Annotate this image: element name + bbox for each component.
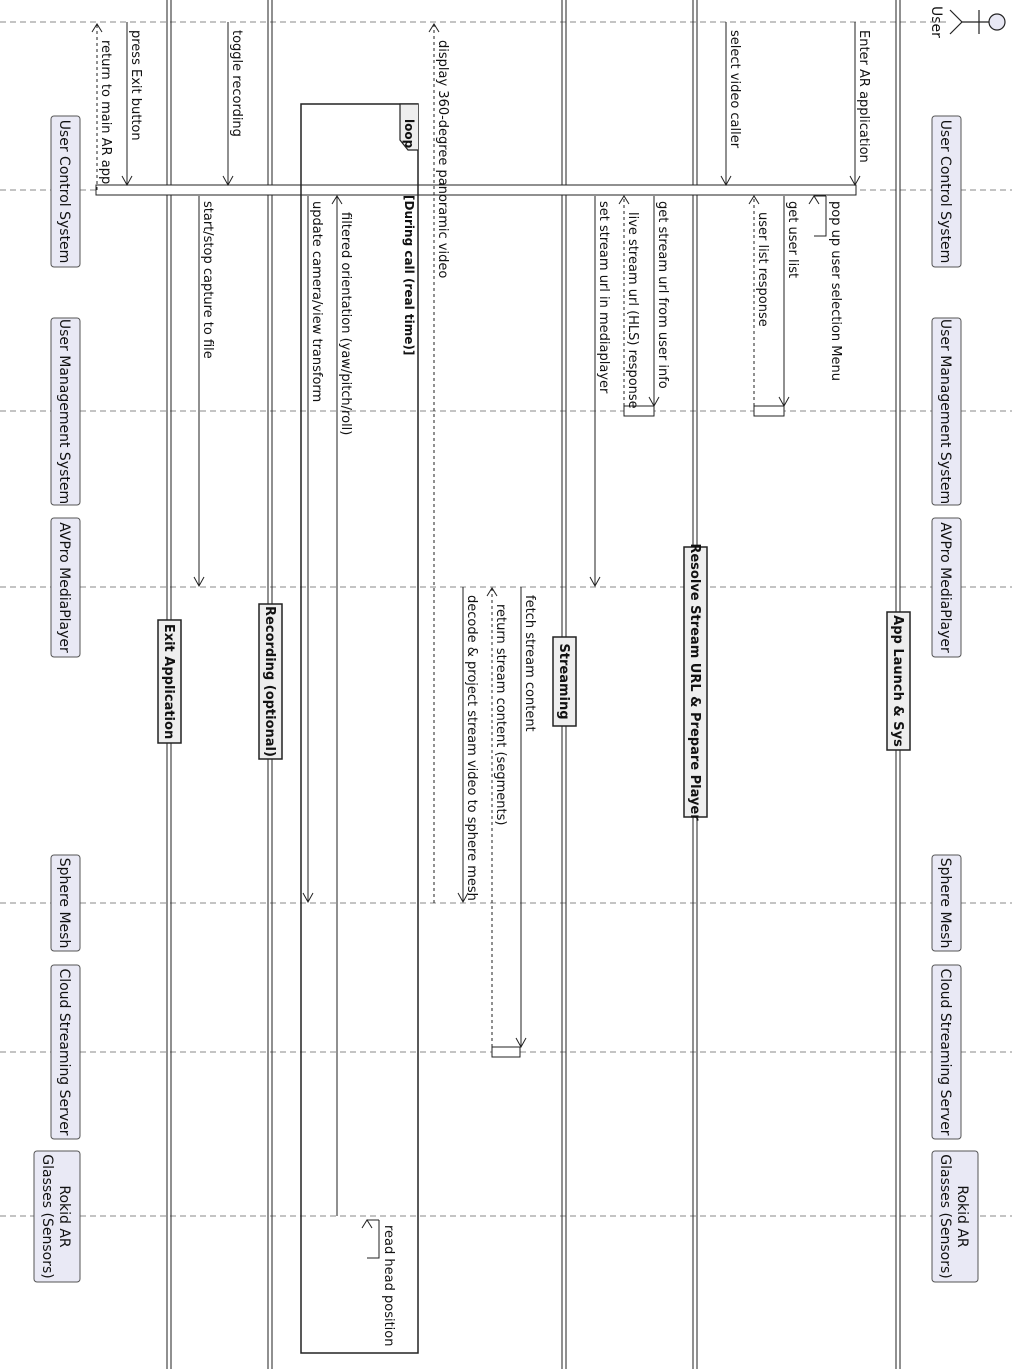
message-toggle-recording [223,22,244,185]
svg-text:Sphere Mesh: Sphere Mesh [937,857,953,949]
message-press-exit [122,22,143,185]
user-actor-leg-right [950,22,962,34]
message-return-stream [487,588,508,1047]
svg-text:start/stop capture to file: start/stop capture to file [200,201,215,359]
user-actor-leg-left [950,10,962,22]
message-select-video-caller [721,22,742,185]
svg-text:set stream url in mediaplayer: set stream url in mediaplayer [596,201,611,394]
participant-rokid-bottom [34,1151,80,1282]
message-get-user-list [779,196,800,406]
svg-text:fetch stream content: fetch stream content [522,595,537,732]
participant-ucs-top [932,116,961,267]
message-display-360 [429,24,450,903]
participant-avpro-top [932,518,961,657]
message-enter-ar [850,22,871,185]
svg-text:get stream url from user info: get stream url from user info [655,201,670,389]
svg-text:user list response: user list response [755,212,770,327]
svg-text:Glasses (Sensors): Glasses (Sensors) [937,1154,953,1279]
svg-text:Resolve Stream URL & Prepare P: Resolve Stream URL & Prepare Player [687,543,702,821]
svg-text:Cloud Streaming Server: Cloud Streaming Server [937,968,953,1136]
message-live-stream-url [619,196,640,409]
participant-ums-bottom [51,318,80,505]
svg-text:pop up user selection Menu: pop up user selection Menu [828,201,843,381]
message-read-head [362,1220,396,1347]
svg-text:select video caller: select video caller [727,30,742,149]
message-update-camera [303,196,324,902]
svg-text:Glasses (Sensors): Glasses (Sensors) [39,1154,55,1279]
message-set-stream-url [590,196,611,586]
message-fetch-stream [516,587,537,1047]
messages [92,22,871,1347]
loop-guard: [During call (real time)] [402,195,416,356]
svg-text:press Exit button: press Exit button [128,30,143,141]
section-recording [259,604,282,759]
activation-cloud [492,1047,520,1057]
participant-avpro-bottom [51,518,80,657]
participant-sphere-top [932,855,961,951]
svg-text:Enter AR application: Enter AR application [856,30,871,163]
svg-text:return stream content (segment: return stream content (segments) [493,604,508,826]
svg-text:AVPro MediaPlayer: AVPro MediaPlayer [56,522,72,653]
svg-text:Rokid AR: Rokid AR [56,1185,72,1248]
svg-text:Cloud Streaming Server: Cloud Streaming Server [56,968,72,1136]
user-actor-head [989,14,1005,30]
message-start-stop-capture [194,196,215,586]
svg-text:User Management System: User Management System [56,318,72,505]
user-actor-label: User [928,6,944,38]
svg-text:App Launch & Sys: App Launch & Sys [890,615,905,747]
participant-ums-top [932,318,961,505]
svg-text:User Control System: User Control System [937,119,953,264]
svg-text:update camera/view transform: update camera/view transform [309,201,324,403]
participant-sphere-bottom [51,855,80,951]
message-user-list-response [749,196,770,406]
svg-text:decode & project stream video: decode & project stream video to sphere mesh [464,595,479,901]
svg-text:User Control System: User Control System [56,119,72,264]
message-return-main [92,24,113,190]
svg-text:live stream url (HLS) response: live stream url (HLS) response [625,212,640,409]
message-filtered-orientation [332,196,353,1216]
svg-text:Recording (optional): Recording (optional) [262,606,277,757]
svg-text:Exit Application: Exit Application [161,623,176,740]
activation-ucs [96,185,856,195]
svg-text:display 360-degree panoramic v: display 360-degree panoramic video [435,40,450,279]
svg-text:Streaming: Streaming [556,643,571,720]
svg-text:AVPro MediaPlayer: AVPro MediaPlayer [937,522,953,653]
user-actor [928,6,1005,38]
svg-text:read head position: read head position [381,1225,396,1347]
message-decode-project [458,587,479,902]
svg-text:filtered orientation (yaw/pitc: filtered orientation (yaw/pitch/roll) [338,212,353,436]
participant-ucs-bottom [51,116,80,267]
participant-cloud-bottom [51,965,80,1139]
section-streaming [553,637,576,726]
svg-text:Rokid AR: Rokid AR [954,1185,970,1248]
svg-text:toggle recording: toggle recording [229,30,244,137]
svg-text:Sphere Mesh: Sphere Mesh [56,857,72,949]
svg-text:User Management System: User Management System [937,318,953,505]
section-app-launch [887,612,910,750]
section-resolve-stream [684,543,707,821]
svg-text:get user list: get user list [785,201,800,279]
participant-rokid-top [932,1151,978,1282]
message-get-stream-url [649,196,670,406]
participant-cloud-top [932,965,961,1139]
message-popup-menu [809,196,843,381]
svg-text:return to main AR app: return to main AR app [98,40,113,185]
section-exit [158,620,181,743]
loop-keyword: loop [402,119,416,149]
activation-ums-1 [754,406,784,416]
